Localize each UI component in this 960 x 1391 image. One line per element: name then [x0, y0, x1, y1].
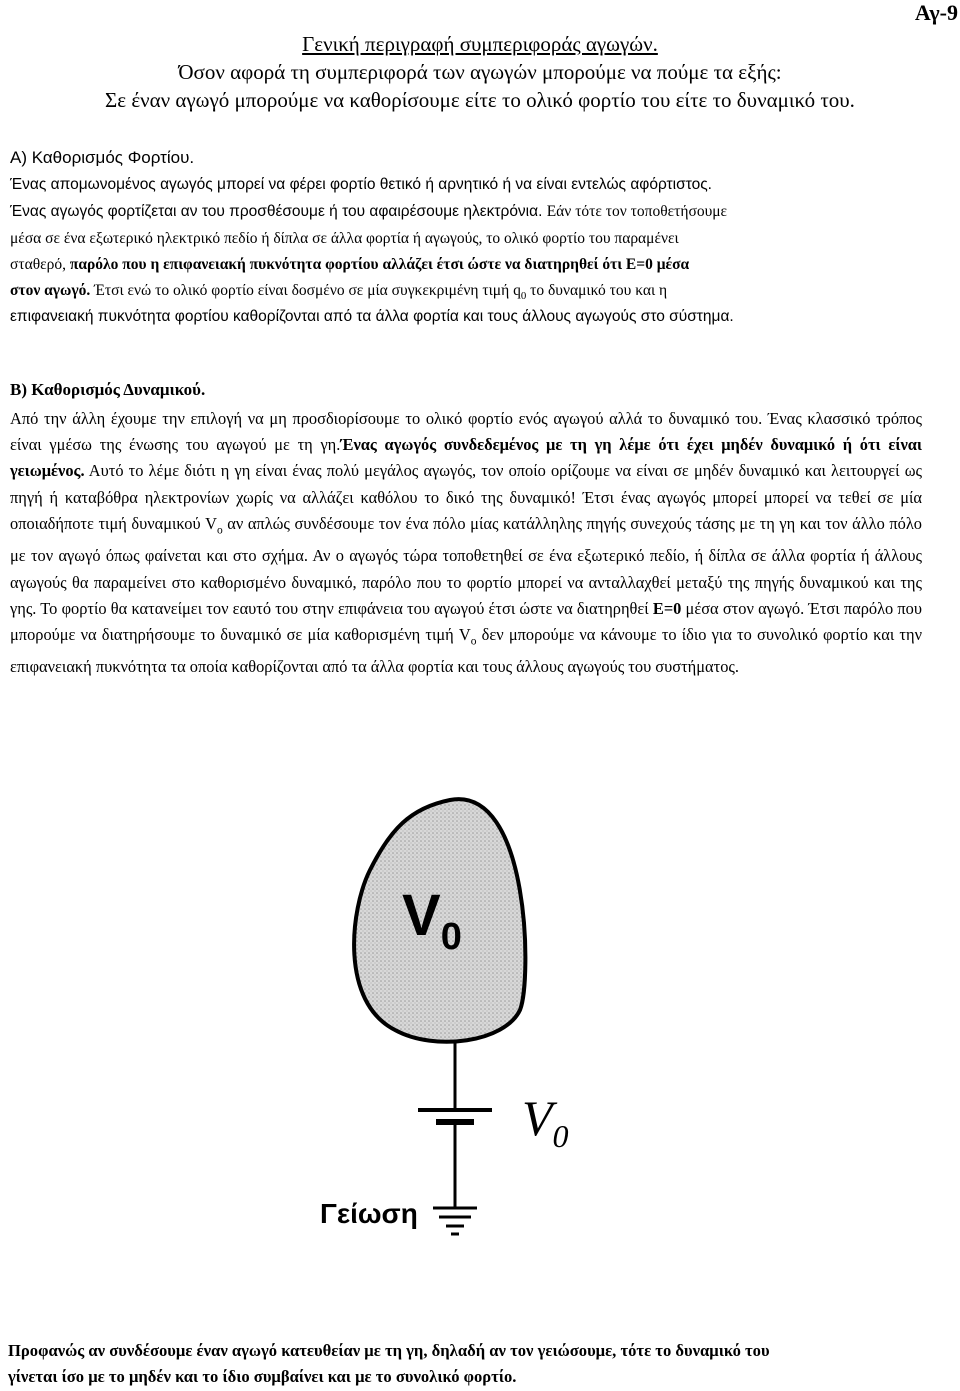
- grounded-conductor-figure: [300, 780, 600, 1240]
- section-b-p2-sub: o: [217, 524, 223, 537]
- section-a-line-6: επιφανειακή πυκνότητα φορτίου καθορίζονται από τα άλλα φορτία και τους άλλους αγωγούς στο σύστημα.: [10, 308, 734, 325]
- figure-svg: [300, 780, 600, 1240]
- section-b-p5: δεν μπορούμε να κάνουμε το ίδιο για το συνολικό φορτίο και την επιφανειακή πυκνότητα τα οποία καθορίζονται από τα άλλα φορτία και τους άλλους αγωγούς του συστήματος.: [10, 624, 922, 677]
- header-title-text: Γενική περιγραφή συμπεριφοράς αγωγών.: [302, 32, 658, 56]
- section-b-p3-bold: Ε=0: [652, 598, 682, 618]
- section-a-heading: Α) Καθορισμός Φορτίου.: [10, 148, 195, 167]
- section-a-line-4a: σταθερό,: [10, 256, 70, 273]
- page-number: Αγ-9: [914, 0, 958, 25]
- header-line-2: Όσον αφορά τη συμπεριφορά των αγωγών μπορούμε να πούμε τα εξής:: [178, 60, 782, 84]
- section-a-line-2: [10, 203, 950, 221]
- section-a-line-4b: παρόλο που η επιφανειακή πυκνότητα φορτίου αλλάζει έτσι ώστε να διατηρηθεί ότι Ε=0 μέσα: [69, 256, 690, 273]
- section-a-line-2-text: Ένας αγωγός φορτίζεται αν του προσθέσουμε ή του αφαιρέσουμε ηλεκτρόνια.: [10, 203, 543, 220]
- section-b-p4: μέσα στον αγωγό. Έτσι παρόλο που μπορούμε να διατηρήσουμε το δυναμικό σε μία καθορισμένη τιμή V: [10, 598, 922, 644]
- section-a-line-1: Ένας απομωνομένος αγωγός μπορεί να φέρει φορτίο θετικό ή αρνητικό ή να είναι εντελώς αφόρτιστος.: [10, 176, 712, 193]
- header-line-3: Σε έναν αγωγό μπορούμε να καθορίσουμε είτε το ολικό φορτίο του είτε το δυναμικό του.: [105, 88, 855, 112]
- section-a-line-5b: Έτσι ενώ το ολικό φορτίο είναι δοσμένο σε μία συγκεκριμένη τιμή q: [90, 282, 521, 299]
- section-b-heading: Β) Καθορισμός Δυναμικού.: [10, 380, 206, 399]
- section-a-line-5c: το δυναμικό του και η: [526, 282, 668, 299]
- section-a-line-4: [10, 256, 950, 274]
- section-b-p1-bold: Ένας αγωγός συνδεδεμένος με τη γη λέμε ότι έχει μηδέν δυναμικό ή ότι είναι γειωμένος.: [10, 435, 922, 481]
- footer-line-1: Προφανώς αν συνδέσουμε έναν αγωγό κατευθείαν με τη γη, δηλαδή αν τον γειώσουμε, τότε το δυναμικό του: [8, 1341, 770, 1360]
- section-b-p1: Από την άλλη έχουμε την επιλογή να μη προσδιορίσουμε το ολικό φορτίο ενός αγωγού αλλά το δυναμικό του. Ένας κλασσικό τρόπος είναι γμέσω της ένωσης του αγωγού με τη γη.: [10, 409, 922, 455]
- ground-label: Γείωση: [320, 1198, 418, 1229]
- section-b-paragraph: [10, 406, 922, 681]
- section-a-line-5: [10, 282, 950, 302]
- section-a-line-5a: στον αγωγό.: [10, 282, 91, 299]
- section-a-line-2b: Εάν τότε τον τοποθετήσουμε: [546, 203, 728, 220]
- section-b-p4-sub: o: [470, 635, 477, 648]
- section-a-line-5-sub: 0: [520, 290, 527, 303]
- header-title: [0, 32, 960, 57]
- conductor-potential-label: $V_0$: [402, 883, 462, 958]
- section-b-p2: Αυτό το λέμε διότι η γη είναι ένας πολύ μεγάλος αγωγός, τον οποίο ορίζουμε να είναι σε μηδέν δυναμικό και λειτουργεί ως πηγή ή καταβόθρα ηλεκτρονίων χωρίς να αλλάζει καθόλου το δικό της δυναμικό! Έτσι ένας αγωγός μπορεί μπορεί να τεθεί σε μία οποιαδήποτε τιμή δυναμικού V: [10, 461, 922, 533]
- source-potential-label: $V_0$: [522, 1090, 569, 1154]
- section-b-p3: αν απλώς συνδέσουμε τον ένα πόλο μίας κατάλληλης πηγής συνεχούς τάσης με τη γη και τον άλλο πόλο με τον αγωγό όπως φαίνεται και στο σχήμα. Αν ο αγωγός τώρα τοποθετηθεί σε ένα εξωτερικό πεδίο, ή δίπλα σε άλλα φορτία ή άλλους αγωγούς θα παραμείνει στο καθορισμένο δυναμικό, παρόλο που το φορτίο μπορεί να ανταλλαχθεί μεταξύ της πηγής δυναμικού και της γης. Το φορτίο θα κατανείμει τον εαυτό του στην επιφάνεια του αγωγού έτσι ώστε να διατηρηθεί: [10, 513, 922, 618]
- footer-line-2: γίνεται ίσο με το μηδέν και το ίδιο συμβαίνει και με το συνολικό φορτίο.: [8, 1367, 517, 1386]
- section-a-line-3: μέσα σε ένα εξωτερικό ηλεκτρικό πεδίο ή δίπλα σε άλλα φορτία ή αγωγούς, το ολικό φορτίο του παραμένει: [10, 230, 679, 247]
